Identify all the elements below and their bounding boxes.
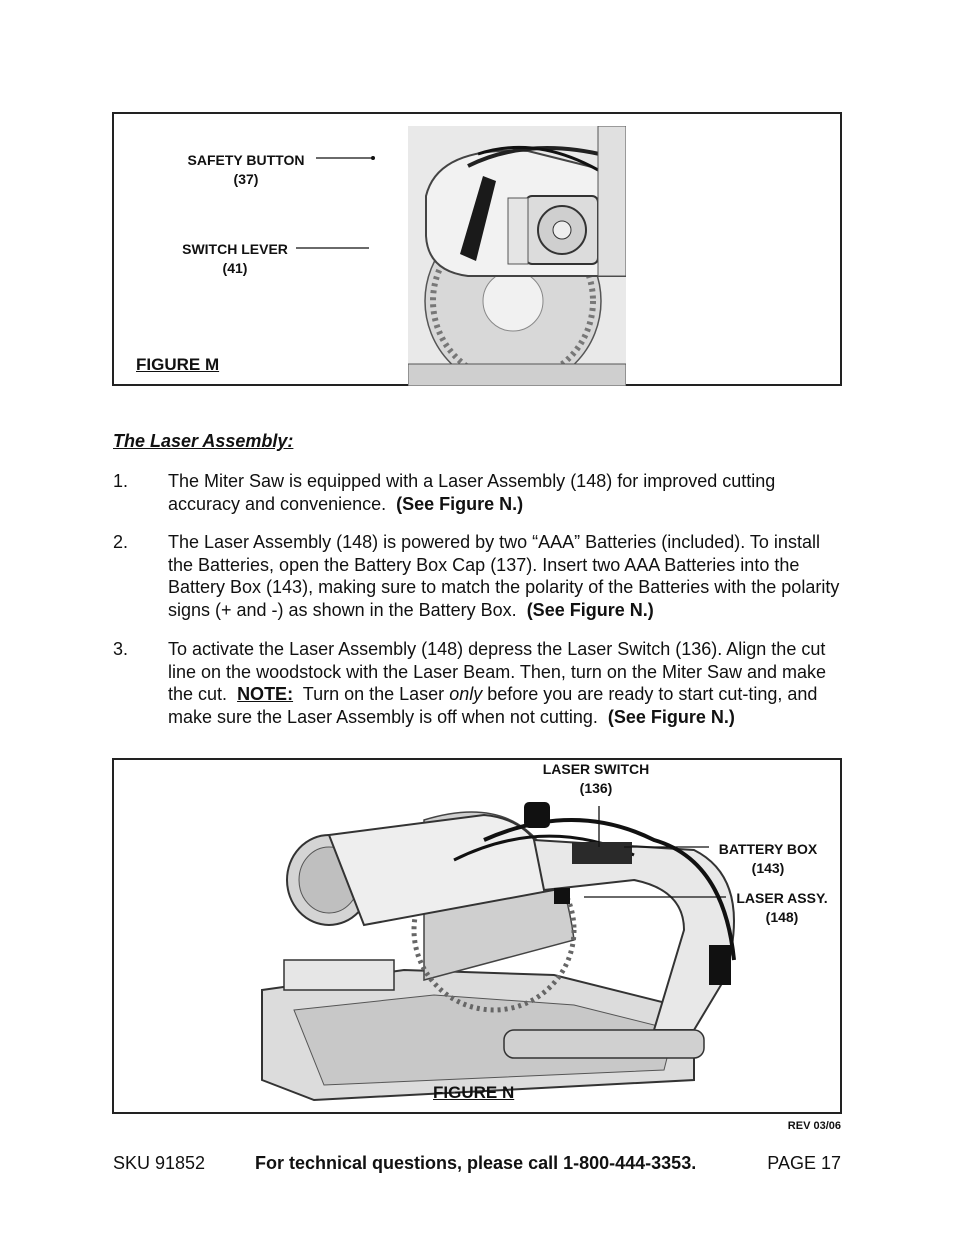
list-item-text: [168, 531, 843, 621]
figure-reference: (See Figure N.): [607, 706, 735, 727]
switch-lever-number: (41): [222, 260, 248, 276]
figure-n: [112, 758, 842, 1114]
figure-n-leader-lines: [114, 760, 844, 1116]
laser-switch-label: LASER SWITCH: [542, 761, 650, 777]
list-item-number: 1.: [113, 471, 129, 491]
figure-m: [112, 112, 842, 386]
item-body: To activate the Laser Assembly (148) depress the Laser Switch (136). Align the cut line on the woodstock with the Laser Beam. Then, turn on the Miter Saw and make the cut.: [168, 639, 827, 704]
list-item-text: [168, 638, 843, 728]
footer-page-number: PAGE 17: [767, 1153, 841, 1173]
list-item: [113, 470, 848, 516]
battery-box-callout: [708, 840, 828, 878]
battery-box-label: BATTERY BOX: [718, 841, 818, 857]
laser-switch-number: (136): [579, 780, 613, 796]
item-body: The Miter Saw is equipped with a Laser Assembly (148) for improved cutting accuracy and convenience.: [168, 471, 776, 514]
figure-m-label: FIGURE M: [136, 355, 220, 374]
laser-assy-label: LASER ASSY.: [736, 890, 828, 906]
laser-switch-callout: [526, 760, 666, 798]
switch-lever-callout: [172, 240, 298, 278]
item-body: The Laser Assembly (148) is powered by two “AAA” Batteries (included). To install the Batteries, open the Battery Box Cap (137). Insert two AAA Batteries into the Battery Box (143), making sure to match the polarity of the Batteries with the polarity signs (+ and -) as shown in the Battery Box.: [168, 532, 840, 620]
safety-button-number: (37): [233, 171, 259, 187]
item-body-note: Turn on the Laser: [302, 684, 445, 704]
laser-assy-number: (148): [765, 909, 799, 925]
list-item: [113, 531, 848, 623]
section-heading: The Laser Assembly:: [113, 431, 294, 451]
figure-reference: (See Figure N.): [396, 493, 524, 514]
footer-sku: SKU 91852: [113, 1153, 206, 1173]
figure-reference: (See Figure N.): [526, 599, 654, 620]
switch-lever-label: SWITCH LEVER: [182, 241, 288, 257]
laser-assy-callout: [726, 889, 838, 927]
safety-button-callout: [176, 151, 316, 189]
note-label: NOTE:: [237, 684, 294, 704]
figure-n-label: FIGURE N: [433, 1083, 515, 1102]
emphasis-text: only: [449, 684, 483, 704]
list-item-text: [168, 470, 843, 515]
revision-note: REV 03/06: [787, 1120, 841, 1132]
safety-button-label: SAFETY BUTTON: [187, 152, 305, 168]
footer-tech-support: For technical questions, please call 1-800-444-3353.: [255, 1153, 697, 1173]
item-body-end: before you are ready to start cut-ting, and make sure the Laser Assembly is off when not cutting.: [168, 684, 818, 727]
list-item: [113, 638, 848, 730]
battery-box-number: (143): [751, 860, 785, 876]
list-item-number: 3.: [113, 639, 129, 659]
list-item-number: 2.: [113, 532, 129, 552]
